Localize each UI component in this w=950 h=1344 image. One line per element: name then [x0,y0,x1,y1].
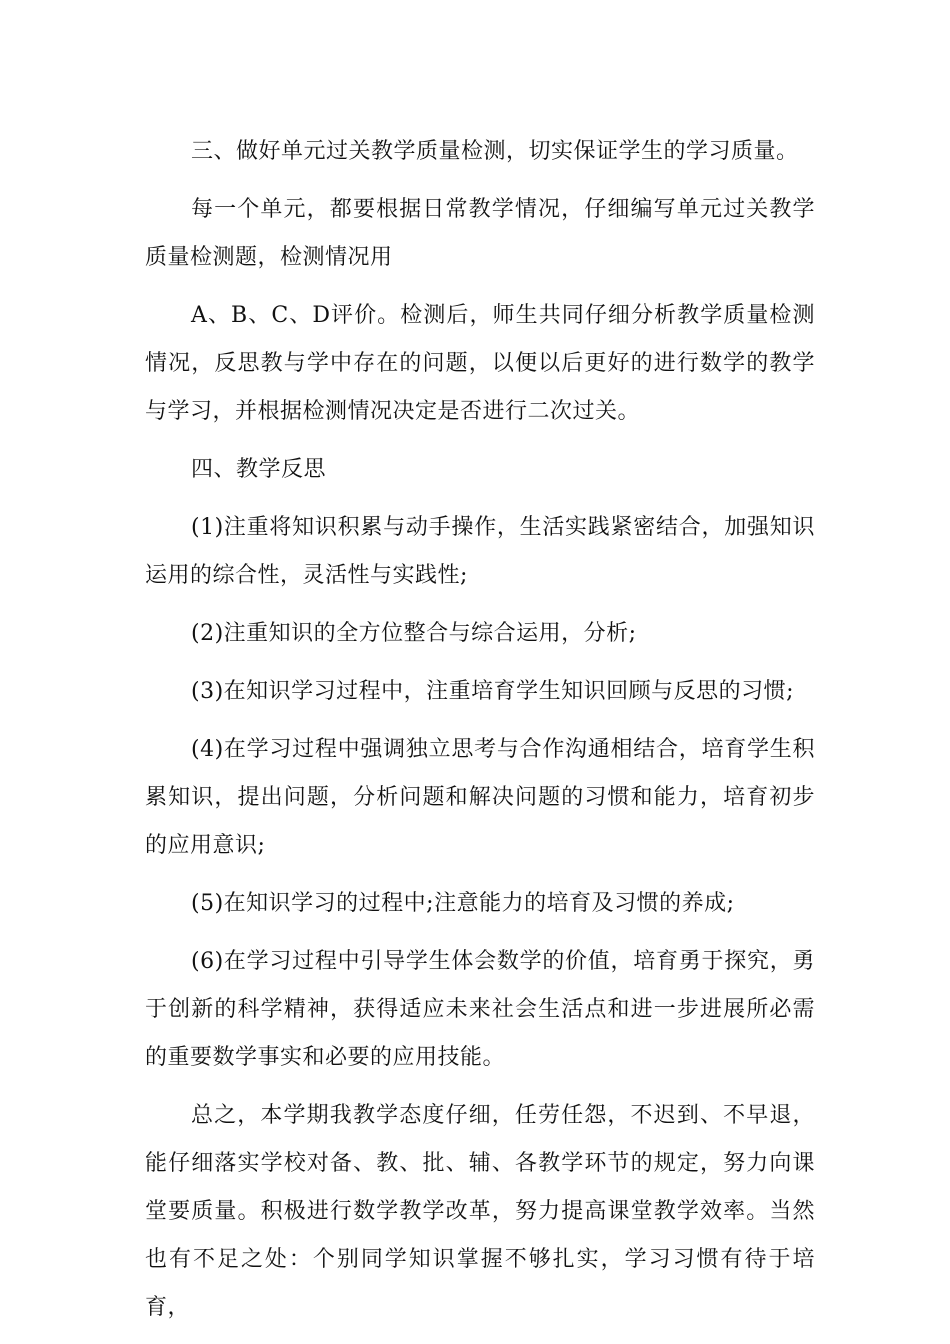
paragraph-reflection-2: (2)注重知识的全方位整合与综合运用，分析; [191,621,637,646]
paragraph-summary: 总之，本学期我教学态度仔细，任劳任怨，不迟到、不早退，能仔细落实学校对备、教、批、辅、各教学环节的规定，努力向课堂要质量。积极进行数学教学改革，努力提高课堂教学效率。当然也有不足之处：个别同学知识掌握不够扎实，学习习惯有待于培育， [145,1103,815,1320]
paragraph-reflection-1: (1)注重将知识积累与动手操作，生活实践紧密结合，加强知识运用的综合性，灵活性与实践性; [145,515,815,588]
paragraph-section-three-heading: 三、做好单元过关教学质量检测，切实保证学生的学习质量。 [191,139,799,164]
paragraph-reflection-3: (3)在知识学习过程中，注重培育学生知识回顾与反思的习惯; [191,679,795,704]
paragraph-reflection-4: (4)在学习过程中强调独立思考与合作沟通相结合，培育学生积累知识，提出问题，分析问题和解决问题的习惯和能力，培育初步的应用意识; [145,737,815,858]
paragraph-reflection-6: (6)在学习过程中引导学生体会数学的价值，培育勇于探究，勇于创新的科学精神，获得适应未来社会生活点和进一步进展所必需的重要数学事实和必要的应用技能。 [145,949,815,1070]
paragraph-evaluation: A、B、C、D评价。检测后，师生共同仔细分析教学质量检测情况，反思教与学中存在的问题，以便以后更好的进行数学的教学与学习，并根据检测情况决定是否进行二次过关。 [145,303,815,424]
paragraph-reflection-5: (5)在知识学习的过程中;注意能力的培育及习惯的养成; [191,891,735,916]
paragraph-unit-testing: 每一个单元，都要根据日常教学情况，仔细编写单元过关教学质量检测题，检测情况用 [145,197,815,270]
document-body [145,128,815,1342]
paragraph-section-four-heading: 四、教学反思 [191,457,327,482]
